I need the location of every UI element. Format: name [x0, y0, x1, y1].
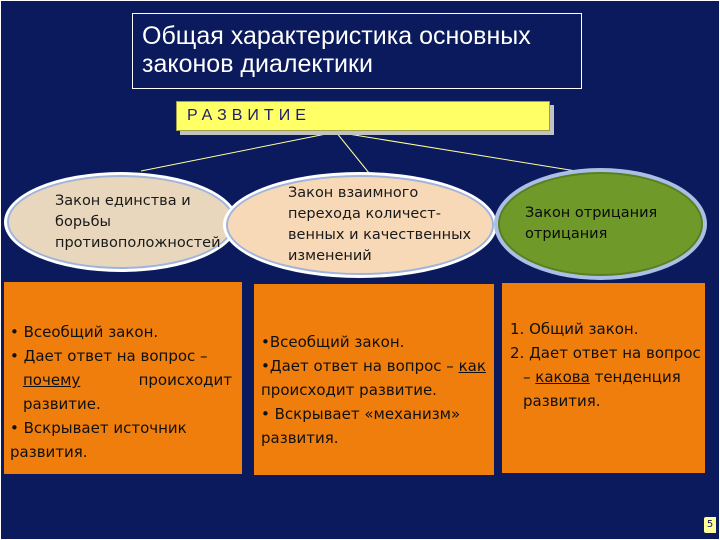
- law-2-line-1: Закон взаимного: [288, 185, 419, 201]
- connector-line-left: [141, 132, 336, 171]
- box-3-dash: –: [523, 368, 536, 386]
- law-2-line-3: венных и качественных: [288, 227, 472, 243]
- law-oval-negation-of-negation: [498, 172, 703, 276]
- law-description-box-1: [4, 282, 242, 474]
- law-3-line-2: отрицания: [525, 226, 608, 242]
- connector-line-middle: [336, 132, 369, 173]
- law-oval-text: [525, 203, 657, 245]
- box-1-item-4: развитие.: [23, 395, 101, 413]
- box-2-underlined-word: как: [458, 357, 486, 375]
- box-3-item-3-rest: тенденция: [589, 368, 681, 386]
- box-3-item-4: развития.: [523, 392, 601, 410]
- law-1-line-2: борьбы: [55, 213, 111, 230]
- law-description-box-3: [502, 283, 705, 473]
- box-1-item-3-rest: происходит: [138, 371, 232, 389]
- development-banner: РАЗВИТИЕ: [176, 101, 550, 131]
- box-1-item-3-row: [10, 368, 236, 392]
- law-oval-text: [55, 191, 221, 254]
- law-3-line-1: Закон отрицания: [525, 205, 658, 221]
- law-oval-quantity-quality: [226, 175, 494, 275]
- box-2-item-2-row: [261, 354, 490, 378]
- box-1-underlined-word: почему: [23, 371, 81, 389]
- law-2-line-4: изменений: [288, 248, 372, 264]
- law-1-line-1: Закон единства и: [55, 192, 191, 209]
- title-line-2: законов диалектики: [142, 50, 373, 78]
- box-3-item-1: 1. Общий закон.: [510, 320, 639, 338]
- box-2-item-2-text: •Дает ответ на вопрос –: [261, 357, 459, 375]
- box-2-item-4: • Вскрывает «механизм»: [261, 405, 461, 423]
- law-oval-text: [288, 183, 471, 267]
- law-2-line-2: перехода количест-: [288, 206, 441, 222]
- law-1-line-3: противоположностей: [55, 234, 221, 251]
- title-line-1: Общая характеристика основных: [142, 22, 531, 50]
- box-2-item-5: развития.: [261, 429, 339, 447]
- box-2-item-1: •Всеобщий закон.: [261, 333, 405, 351]
- page-number: 5: [704, 517, 716, 533]
- box-1-item-6: развития.: [10, 443, 88, 461]
- box-3-item-2: 2. Дает ответ на вопрос: [510, 344, 701, 362]
- box-3-underlined-word: какова: [535, 368, 590, 386]
- box-1-item-1: • Всеобщий закон.: [10, 323, 159, 341]
- box-3-item-3-row: [510, 365, 703, 389]
- law-oval-unity-of-opposites: [7, 175, 235, 269]
- box-1-item-2: • Дает ответ на вопрос –: [10, 347, 208, 365]
- box-2-item-3: происходит развитие.: [261, 381, 437, 399]
- law-description-box-2: [254, 284, 494, 475]
- connector-line-right: [336, 132, 576, 171]
- box-1-item-5: • Вскрывает источник: [10, 419, 187, 437]
